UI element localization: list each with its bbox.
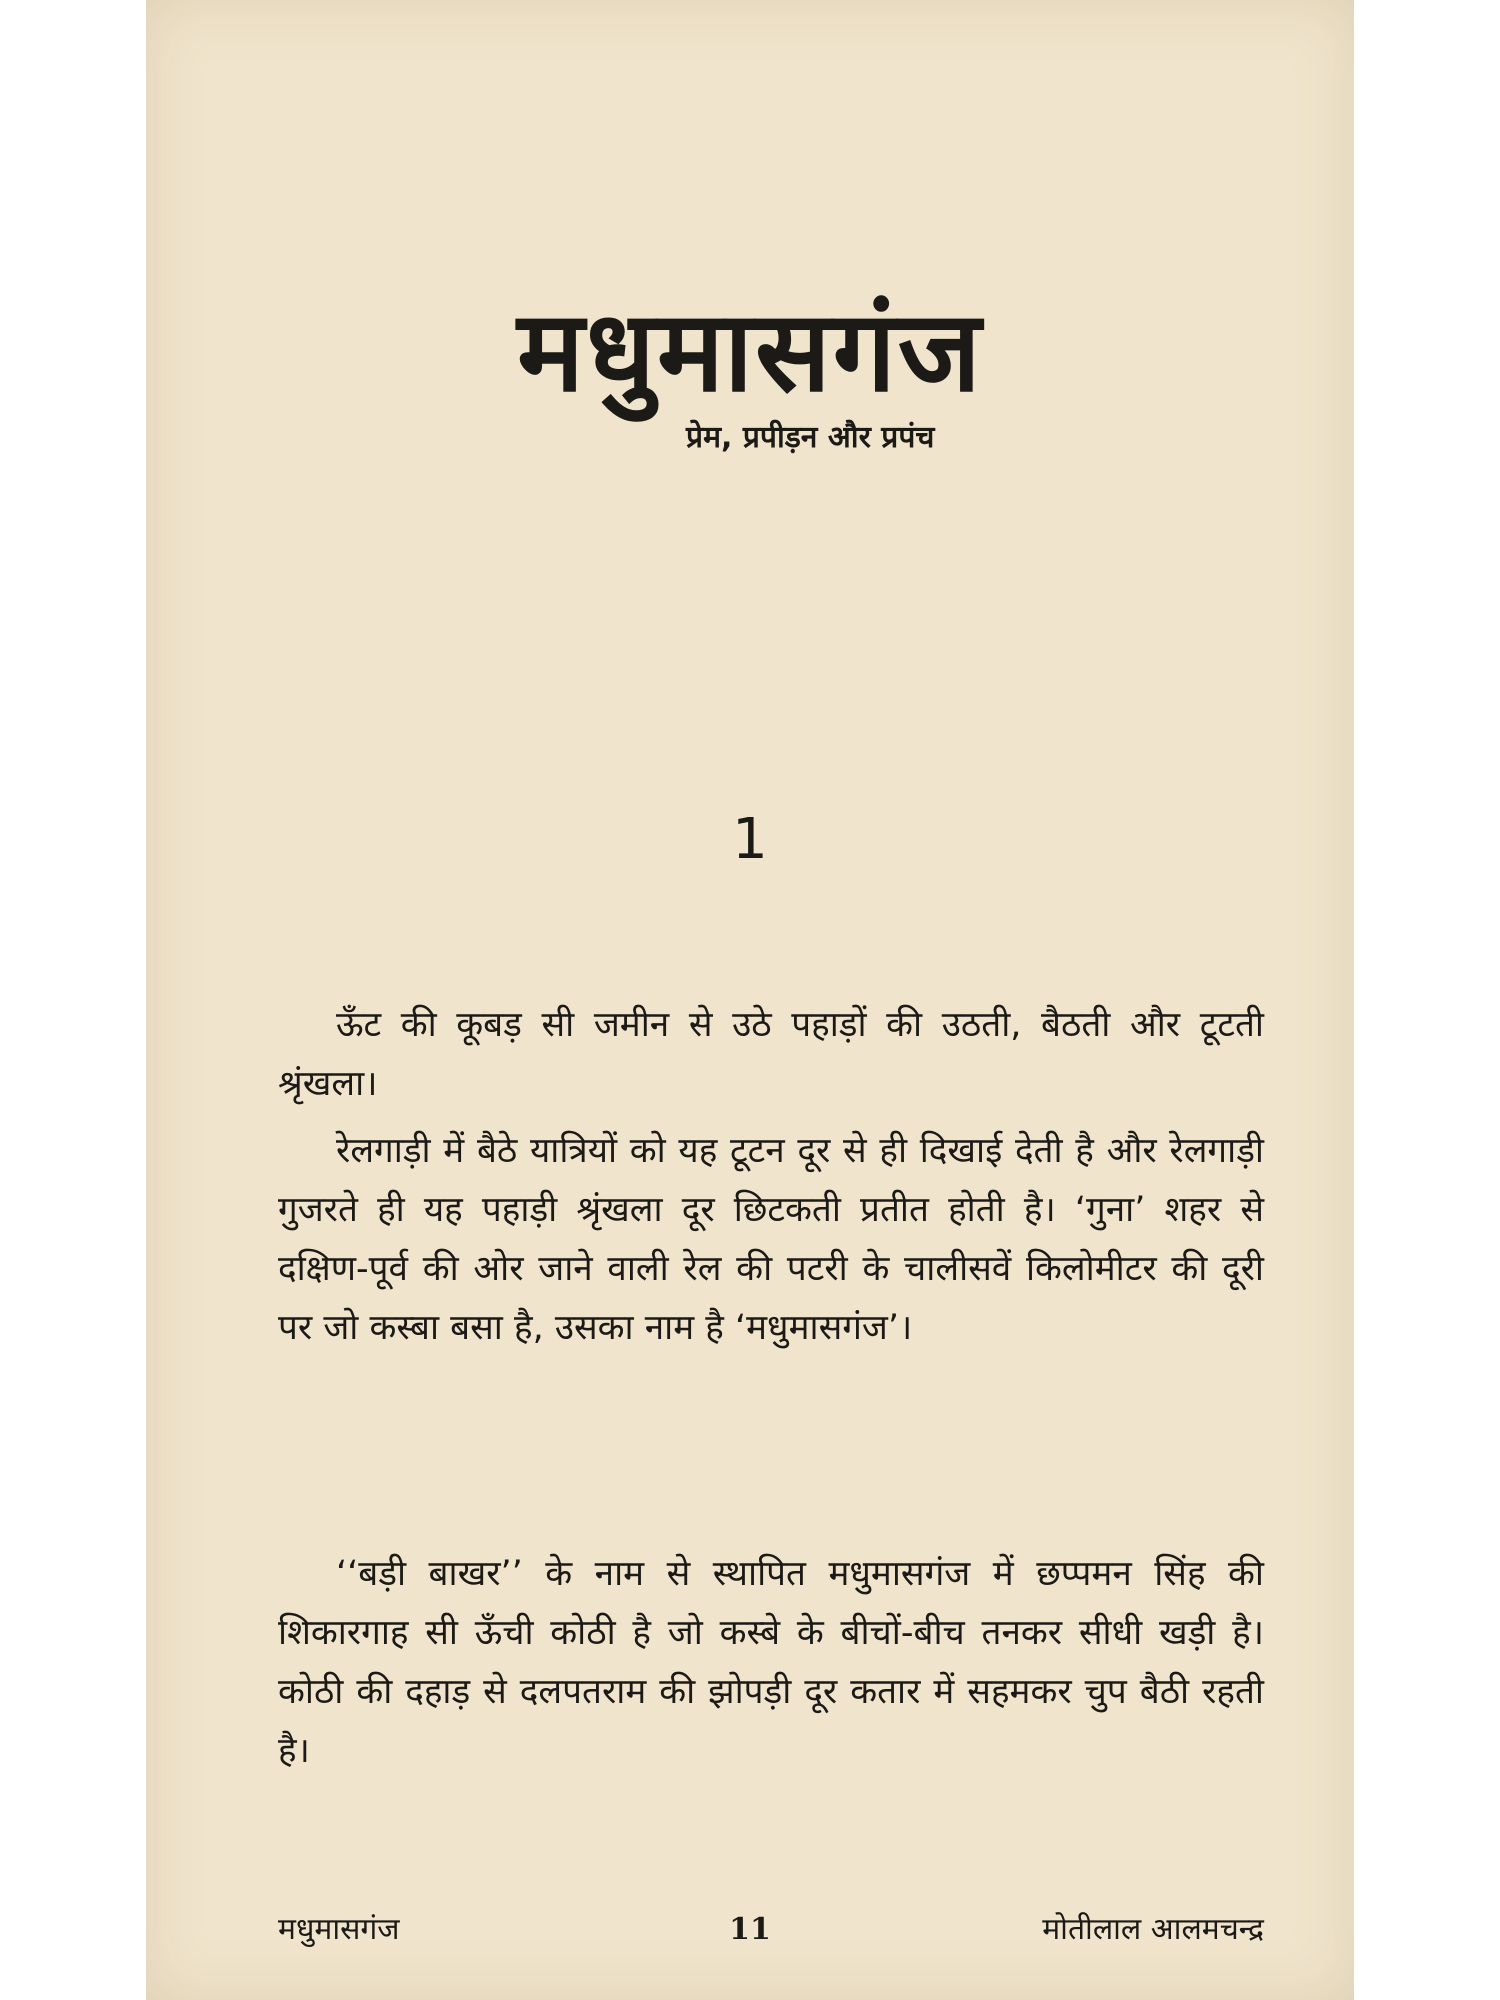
paragraph: ऊँट की कूबड़ सी जमीन से उठे पहाड़ों की उठती, बैठती और टूटती श्रृंखला। bbox=[278, 1005, 1264, 1104]
page-number: 11 bbox=[729, 1912, 771, 1947]
text-block-2 bbox=[278, 1545, 1264, 1789]
paragraph: ‘‘बड़ी बाखर’’ के नाम से स्थापित मधुमासगंज में छप्पमन सिंह की शिकारगाह सी ऊँची कोठी है जो कस्बे के बीचों-बीच तनकर सीधी खड़ी है। कोठी की दहाड़ से दलपतराम की झोपड़ी दूर कतार में सहमकर चुप बैठी रहती है। bbox=[278, 1554, 1264, 1771]
chapter-number: 1 bbox=[732, 807, 768, 872]
book-title: मधुमासगंज bbox=[517, 287, 983, 417]
paragraph: रेलगाड़ी में बैठे यात्रियों को यह टूटन दूर से ही दिखाई देती है और रेलगाड़ी गुजरते ही यह पहाड़ी श्रृंखला दूर छिटकती प्रतीत होती है। ‘गुना’ शहर से दक्षिण-पूर्व की ओर जाने वाली रेल की पटरी के चालीसवें किलोमीटर की दूरी पर जो कस्बा बसा है, उसका नाम है ‘मधुमासगंज’। bbox=[278, 1131, 1264, 1348]
book-page bbox=[146, 0, 1354, 2000]
footer-author: मोतीलाल आलमचन्द्र bbox=[1042, 1912, 1264, 1947]
text-block-1 bbox=[278, 996, 1264, 1366]
footer-book-title: मधुमासगंज bbox=[278, 1912, 400, 1947]
book-subtitle: प्रेम, प्रपीड़न और प्रपंच bbox=[686, 420, 935, 455]
